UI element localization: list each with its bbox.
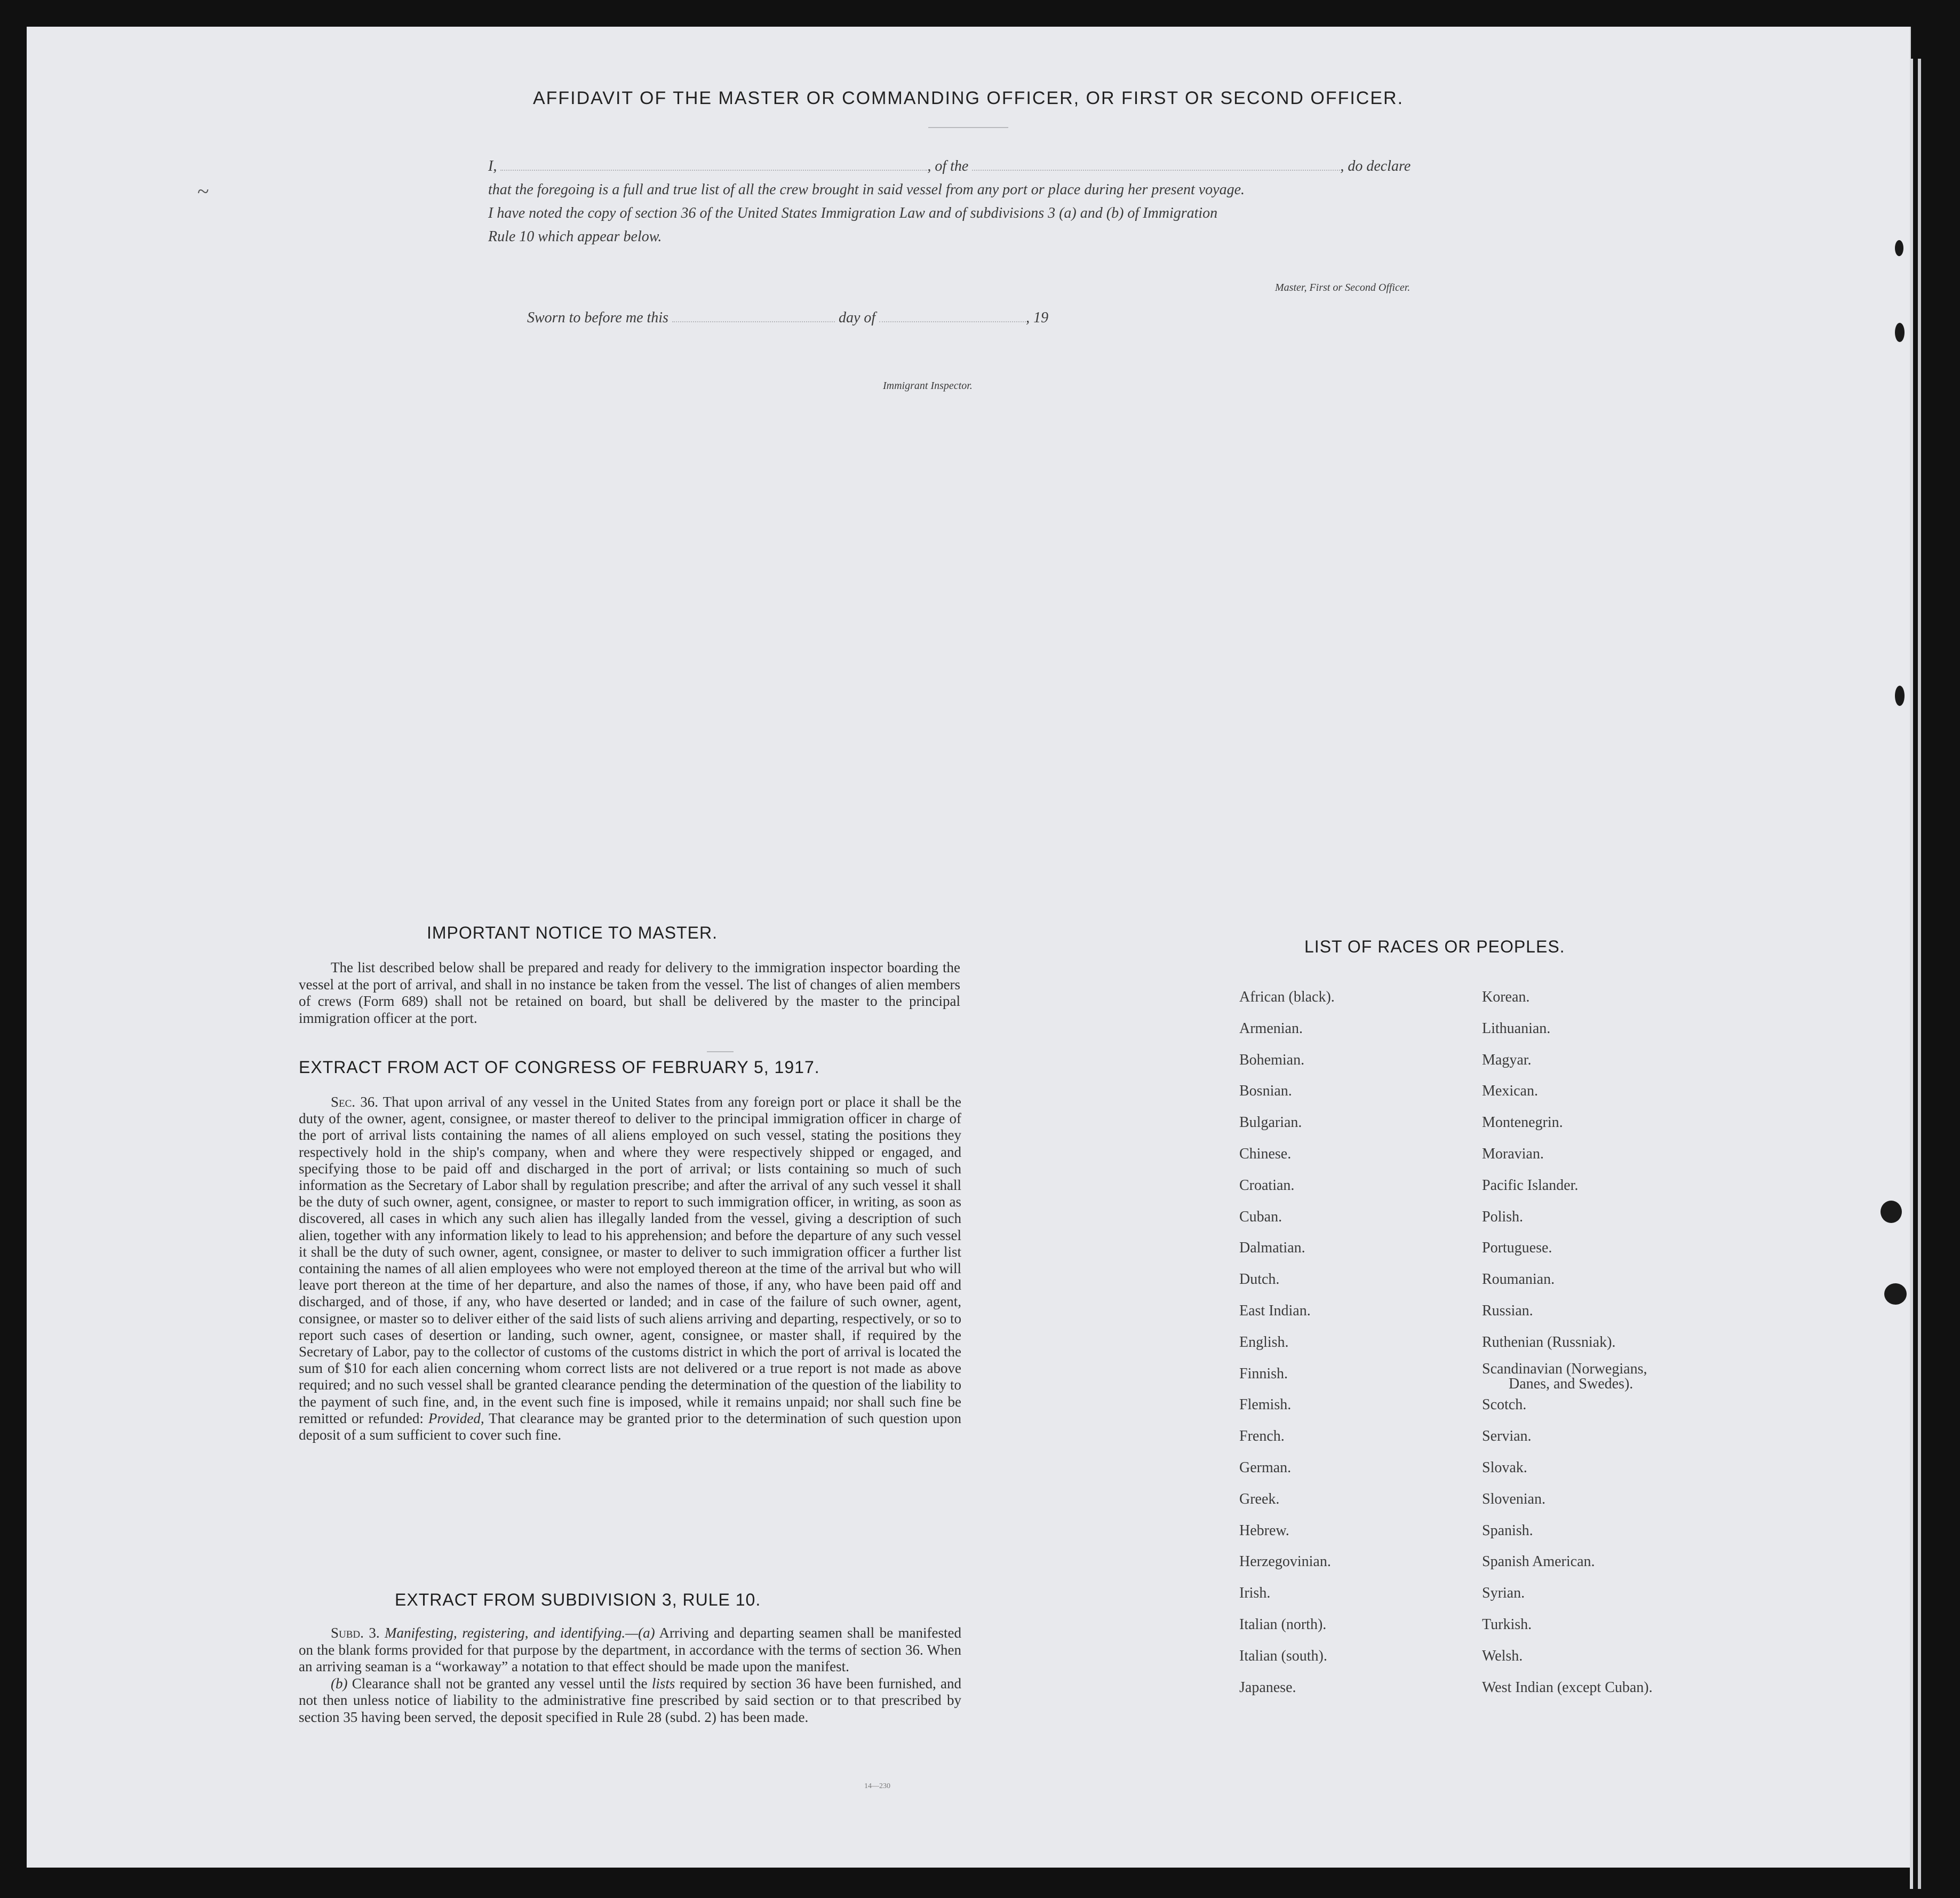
race-item: Italian (south). [1239,1647,1327,1664]
declaration-line-3: I have noted the copy of section 36 of the United States Immigration Law and of subdivisions 3 (a) and (b) of Immigration [488,205,1218,221]
races-left-column [1239,982,1335,1703]
sworn-day-of: day of [838,309,876,326]
signature-label: Master, First or Second Officer. [1275,282,1411,293]
race-item: Slovak. [1482,1459,1527,1476]
act-extract-paragraph [299,1094,961,1443]
subd-b-text-2: required by section 36 have been furnished, and not then unless notice of liability to the administrative fine prescribed by said section or to that prescribed by section 35 having been served, the deposit specified in Rule 28 (subd. 2) has been made. [299,1675,962,1725]
races-title: LIST OF RACES OR PEOPLES. [1304,937,1565,956]
punch-hole [1895,686,1905,706]
declaration-do-declare: , do declare [1340,158,1411,174]
race-item: Scandinavian (Norwegians, [1482,1360,1647,1377]
race-item: Croatian. [1239,1177,1295,1194]
race-item: Syrian. [1482,1585,1525,1602]
race-item: Italian (north). [1239,1616,1327,1633]
race-item: West Indian (except Cuban). [1482,1679,1653,1696]
subd-label: Subd. 3. [331,1625,380,1641]
subd-heading: Manifesting, registering, and identifying.— [385,1625,639,1641]
inspector-label: Immigrant Inspector. [883,380,973,392]
race-item: Greek. [1239,1490,1280,1507]
notice-title: IMPORTANT NOTICE TO MASTER. [427,923,718,942]
declaration-line-4: Rule 10 which appear below. [488,228,662,245]
race-item-multiline [1482,1359,1653,1390]
declaration-i: I, [488,158,497,174]
race-item: Mexican. [1482,1083,1538,1100]
section-label: Sec. 36. [331,1094,378,1110]
race-item: Japanese. [1239,1679,1296,1696]
race-item: Herzegovinian. [1239,1553,1331,1570]
race-item: Bulgarian. [1239,1114,1302,1131]
race-item: Moravian. [1482,1145,1544,1162]
race-item: Dutch. [1239,1271,1280,1288]
subd-b-text-1: Clearance shall not be granted any vessel until the [352,1675,648,1691]
race-item: Cuban. [1239,1208,1282,1225]
subd-a-label: (a) [638,1625,655,1641]
notice-paragraph [299,959,960,1027]
race-item: Chinese. [1239,1145,1292,1162]
race-item: East Indian. [1239,1302,1311,1319]
race-item: Ruthenian (Russniak). [1482,1333,1616,1351]
race-item: Montenegrin. [1482,1114,1563,1131]
race-item: Irish. [1239,1585,1271,1602]
notice-text: The list described below shall be prepared and ready for delivery to the immigration inspector boarding the vessel at the port of arrival, and shall in no instance be taken from the vessel. The list of changes of alien members of crews (Form 689) shall not be retained on board, but shall be delivered by the master to the principal immigration officer at the port. [299,959,960,1026]
race-item: English. [1239,1333,1289,1351]
rule-extract-paragraph [299,1625,961,1726]
document-page [27,27,1911,1868]
race-item: Scotch. [1482,1396,1527,1413]
punch-hole [1884,1283,1907,1305]
sworn-line [527,309,1048,327]
affidavit-title: AFFIDAVIT OF THE MASTER OR COMMANDING OFFICER, OR FIRST OR SECOND OFFICER. [532,88,1404,108]
rule-extract-title: EXTRACT FROM SUBDIVISION 3, RULE 10. [395,1590,761,1609]
declaration [488,155,1550,249]
races-right-column [1482,982,1653,1703]
name-blank[interactable] [500,168,927,171]
punch-hole [1895,240,1903,256]
punch-hole [1881,1201,1902,1223]
sworn-prefix: Sworn to before me this [527,309,668,326]
act-extract-text: That upon arrival of any vessel in the United States from any foreign port or place it shall be the duty of the owner, agent, consignee, or master thereof to deliver to the principal immigration officer in charge of the port of arrival lists containing the names of all aliens employed on such vessel, stating the positions they respectively hold in the ship's company, when and where they were respectively shipped or engaged, and specifying those to be paid off and discharged in the port of arrival; or lists containing so much of such information as the Secretary of Labor shall by regulation prescribe; and after the arrival of any such vessel it shall be the duty of such owner, agent, consignee, or master to report to such immigration officer, in writing, as soon as discovered, all cases in which any such alien has illegally landed from the vessel, giving a description of such alien, together with any information likely to lead to his apprehension; and before the departure of any such vessel it shall be the duty of such owner, agent, consignee, or master to deliver to such immigration officer a further list containing the names of all alien employees who were not employed thereon at the time of the arrival but who will leave port thereon at the time of her departure, and also the names of those, if any, who have been paid off and discharged, and of those, if any, who have deserted or landed; and in case of the failure of such owner, agent, consignee, or master so to deliver either of the said lists of such aliens arriving and departing, respectively, or so to report such cases of desertion or landing, such owner, agent, consignee, or master shall, if required by the Secretary of Labor, pay to the collector of customs of the customs district in which the port of arrival is located the sum of $10 for each alien concerning whom correct lists are not delivered or a true report is not made as above required; and no such vessel shall be granted clearance pending the determination of the question of the liability to the payment of such fine, and, in the event such fine is imposed, while it remains unpaid; nor shall such fine be remitted or refunded: [299,1094,962,1426]
page-edge [1918,59,1921,1889]
month-blank[interactable] [879,319,1026,322]
proviso-word: Provided, [428,1410,484,1426]
race-item: Russian. [1482,1302,1533,1319]
vessel-blank[interactable] [972,168,1340,171]
subd-b-lists: lists [651,1675,675,1691]
race-item: Polish. [1482,1208,1524,1225]
race-item: Hebrew. [1239,1522,1289,1539]
act-extract-title: EXTRACT FROM ACT OF CONGRESS OF FEBRUARY 5, 1917. [299,1058,820,1077]
race-item: Spanish. [1482,1522,1533,1539]
race-item: Lithuanian. [1482,1020,1551,1037]
punch-hole [1895,323,1905,342]
race-item: Finnish. [1239,1365,1288,1382]
stray-mark: ~ [197,179,209,203]
race-item: Turkish. [1482,1616,1532,1633]
race-item: Slovenian. [1482,1490,1545,1507]
subd-a-text: Arriving and departing seamen shall be manifested on the blank forms provided for that purpose by the department, in accordance with the terms of section 36. When an arriving seaman is a “workaway” a notation to that effect should be made upon the manifest. [299,1625,961,1674]
declaration-of-the: , of the [927,158,969,174]
race-item: Welsh. [1482,1647,1523,1664]
sworn-year: , 19 [1026,309,1049,326]
race-item: Dalmatian. [1239,1240,1305,1257]
race-item: Korean. [1482,989,1530,1005]
race-item: Spanish American. [1482,1553,1595,1570]
race-item: Pacific Islander. [1482,1177,1579,1194]
proviso-text: That clearance may be granted prior to the determination of such question upon deposit of a sum sufficient to cover such fine. [299,1410,962,1443]
race-item: Magyar. [1482,1051,1532,1068]
race-item: Portuguese. [1482,1240,1552,1257]
race-item: Bohemian. [1239,1051,1305,1068]
race-item: Flemish. [1239,1396,1292,1413]
form-number: 14—230 [864,1782,890,1790]
day-blank[interactable] [672,319,835,322]
divider [928,127,1008,128]
race-item: Servian. [1482,1428,1532,1445]
race-item: Armenian. [1239,1020,1303,1037]
declaration-line-1 [488,155,1550,178]
divider [707,1051,734,1052]
page-edge [1910,59,1913,1889]
subd-b-label: (b) [331,1675,348,1691]
race-item: Danes, and Swedes). [1509,1375,1634,1392]
declaration-line-2: that the foregoing is a full and true list of all the crew brought in said vessel from any port or place during her present voyage. [488,181,1245,198]
race-item: African (black). [1239,989,1335,1005]
race-item: Roumanian. [1482,1271,1555,1288]
race-item: Bosnian. [1239,1083,1292,1100]
race-item: French. [1239,1428,1285,1445]
race-item: German. [1239,1459,1292,1476]
